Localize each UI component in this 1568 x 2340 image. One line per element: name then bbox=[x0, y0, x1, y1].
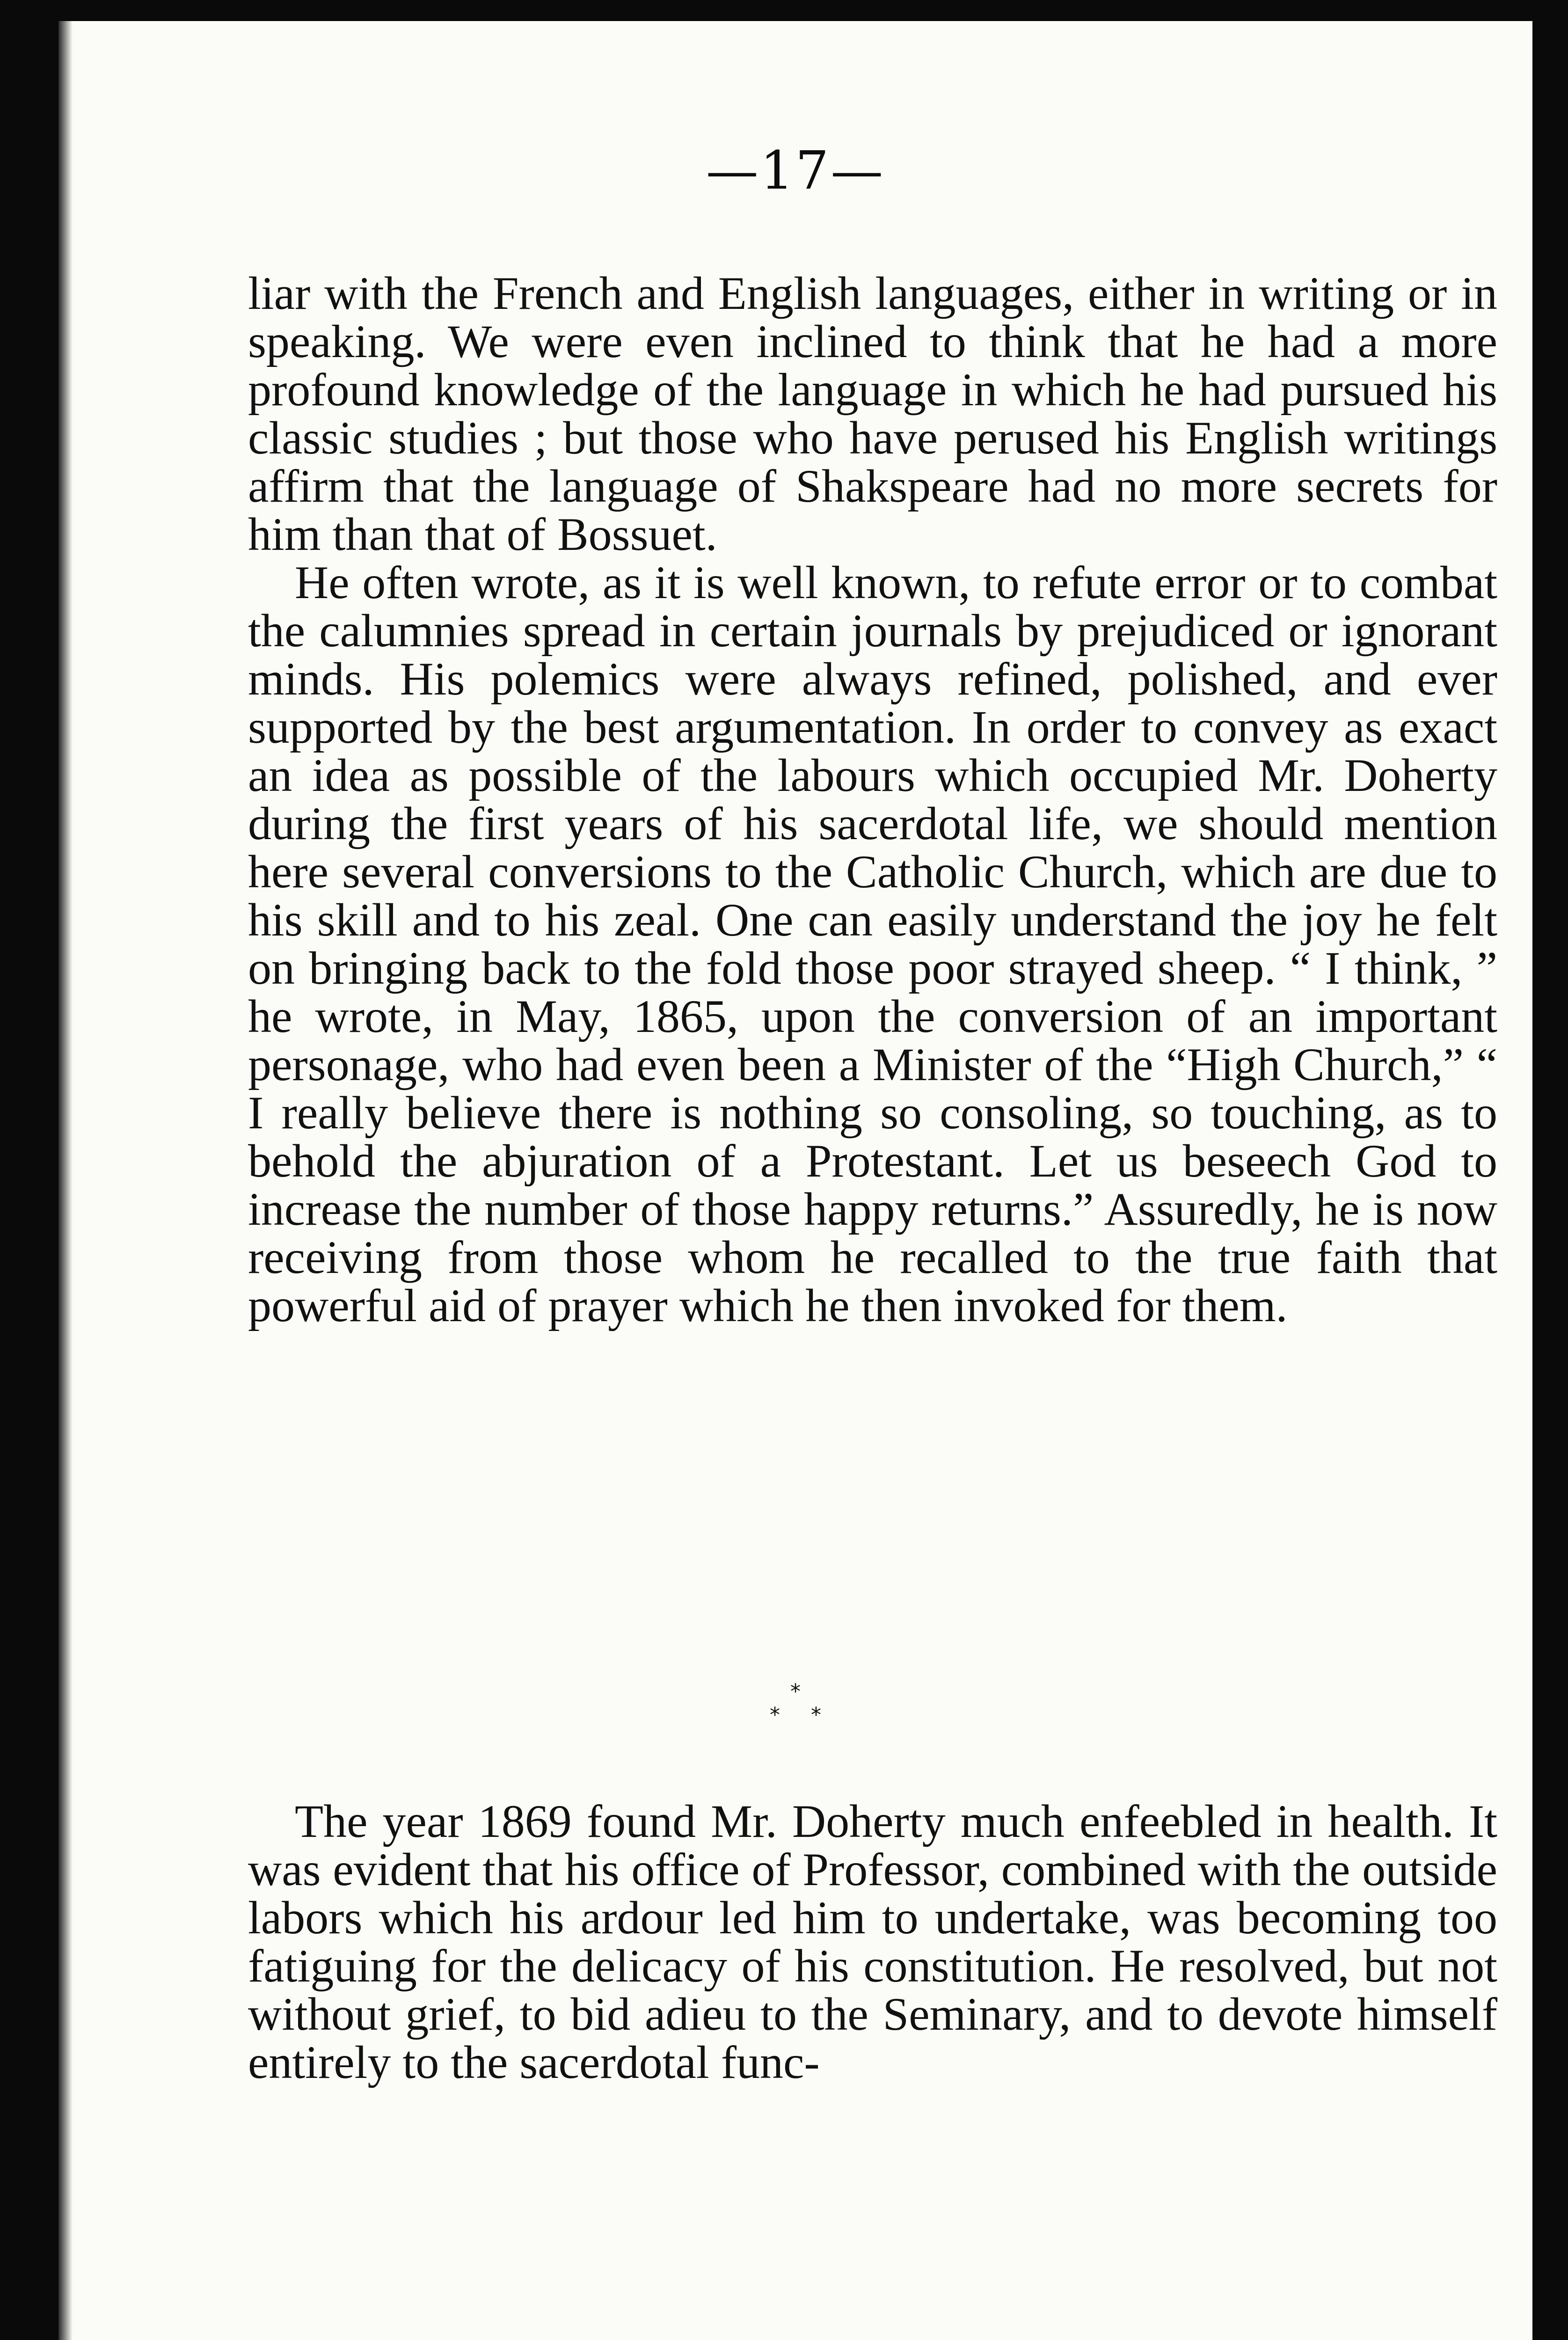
section-separator bbox=[58, 1680, 1532, 1727]
page-number: —17— bbox=[706, 140, 885, 201]
text-block-lower bbox=[248, 1797, 1497, 2086]
separator-stars-bottom: * * bbox=[770, 1703, 833, 1727]
book-page bbox=[58, 21, 1532, 2340]
paragraph: He often wrote, as it is well known, to refute error or to combat the calumnies spread in certain journals by prejudiced or ignorant minds. His polemics were always refined, polished, and ever supported by the best argumentation. In order to convey as exact an idea as possible of the labours which occupied Mr. Doherty during the first years of his sacerdotal life, we should mention here several conversions to the Catholic Church, which are due to his skill and to his zeal. One can easily understand the joy he felt on bringing back to the fold those poor strayed sheep. “ I think, ” he wrote, in May, 1865, upon the conversion of an important personage, who had even been a Minister of the “High Church,” “ I really believe there is nothing so consoling, so touching, as to behold the abjuration of a Protestant. Let us beseech God to increase the number of those happy returns.” Assuredly, he is now receiving from those whom he recalled to the true faith that powerful aid of prayer which he then invoked for them. bbox=[248, 556, 1497, 1331]
separator-star-top: * bbox=[790, 1680, 801, 1704]
scan-artifacts bbox=[58, 2321, 1532, 2340]
paragraph: liar with the French and English languages, either in writing or in speaking. We were even inclined to think that he had a more profound knowledge of the language in which he had pursued his classic studies ; but those who have perused his English writings affirm that the language of Shakspeare had no more secrets for him than that of Bossuet. bbox=[248, 267, 1497, 560]
spine-shadow bbox=[58, 21, 73, 2340]
text-block-upper bbox=[248, 269, 1497, 1330]
paragraph: The year 1869 found Mr. Doherty much enfeebled in health. It was evident that his office of Professor, combined with the outside labors which his ardour led him to undertake, was becoming too fatiguing for the delicacy of his constitution. He resolved, but not without grief, to bid adieu to the Seminary, and to devote himself entirely to the sacerdotal func- bbox=[248, 1795, 1497, 2088]
